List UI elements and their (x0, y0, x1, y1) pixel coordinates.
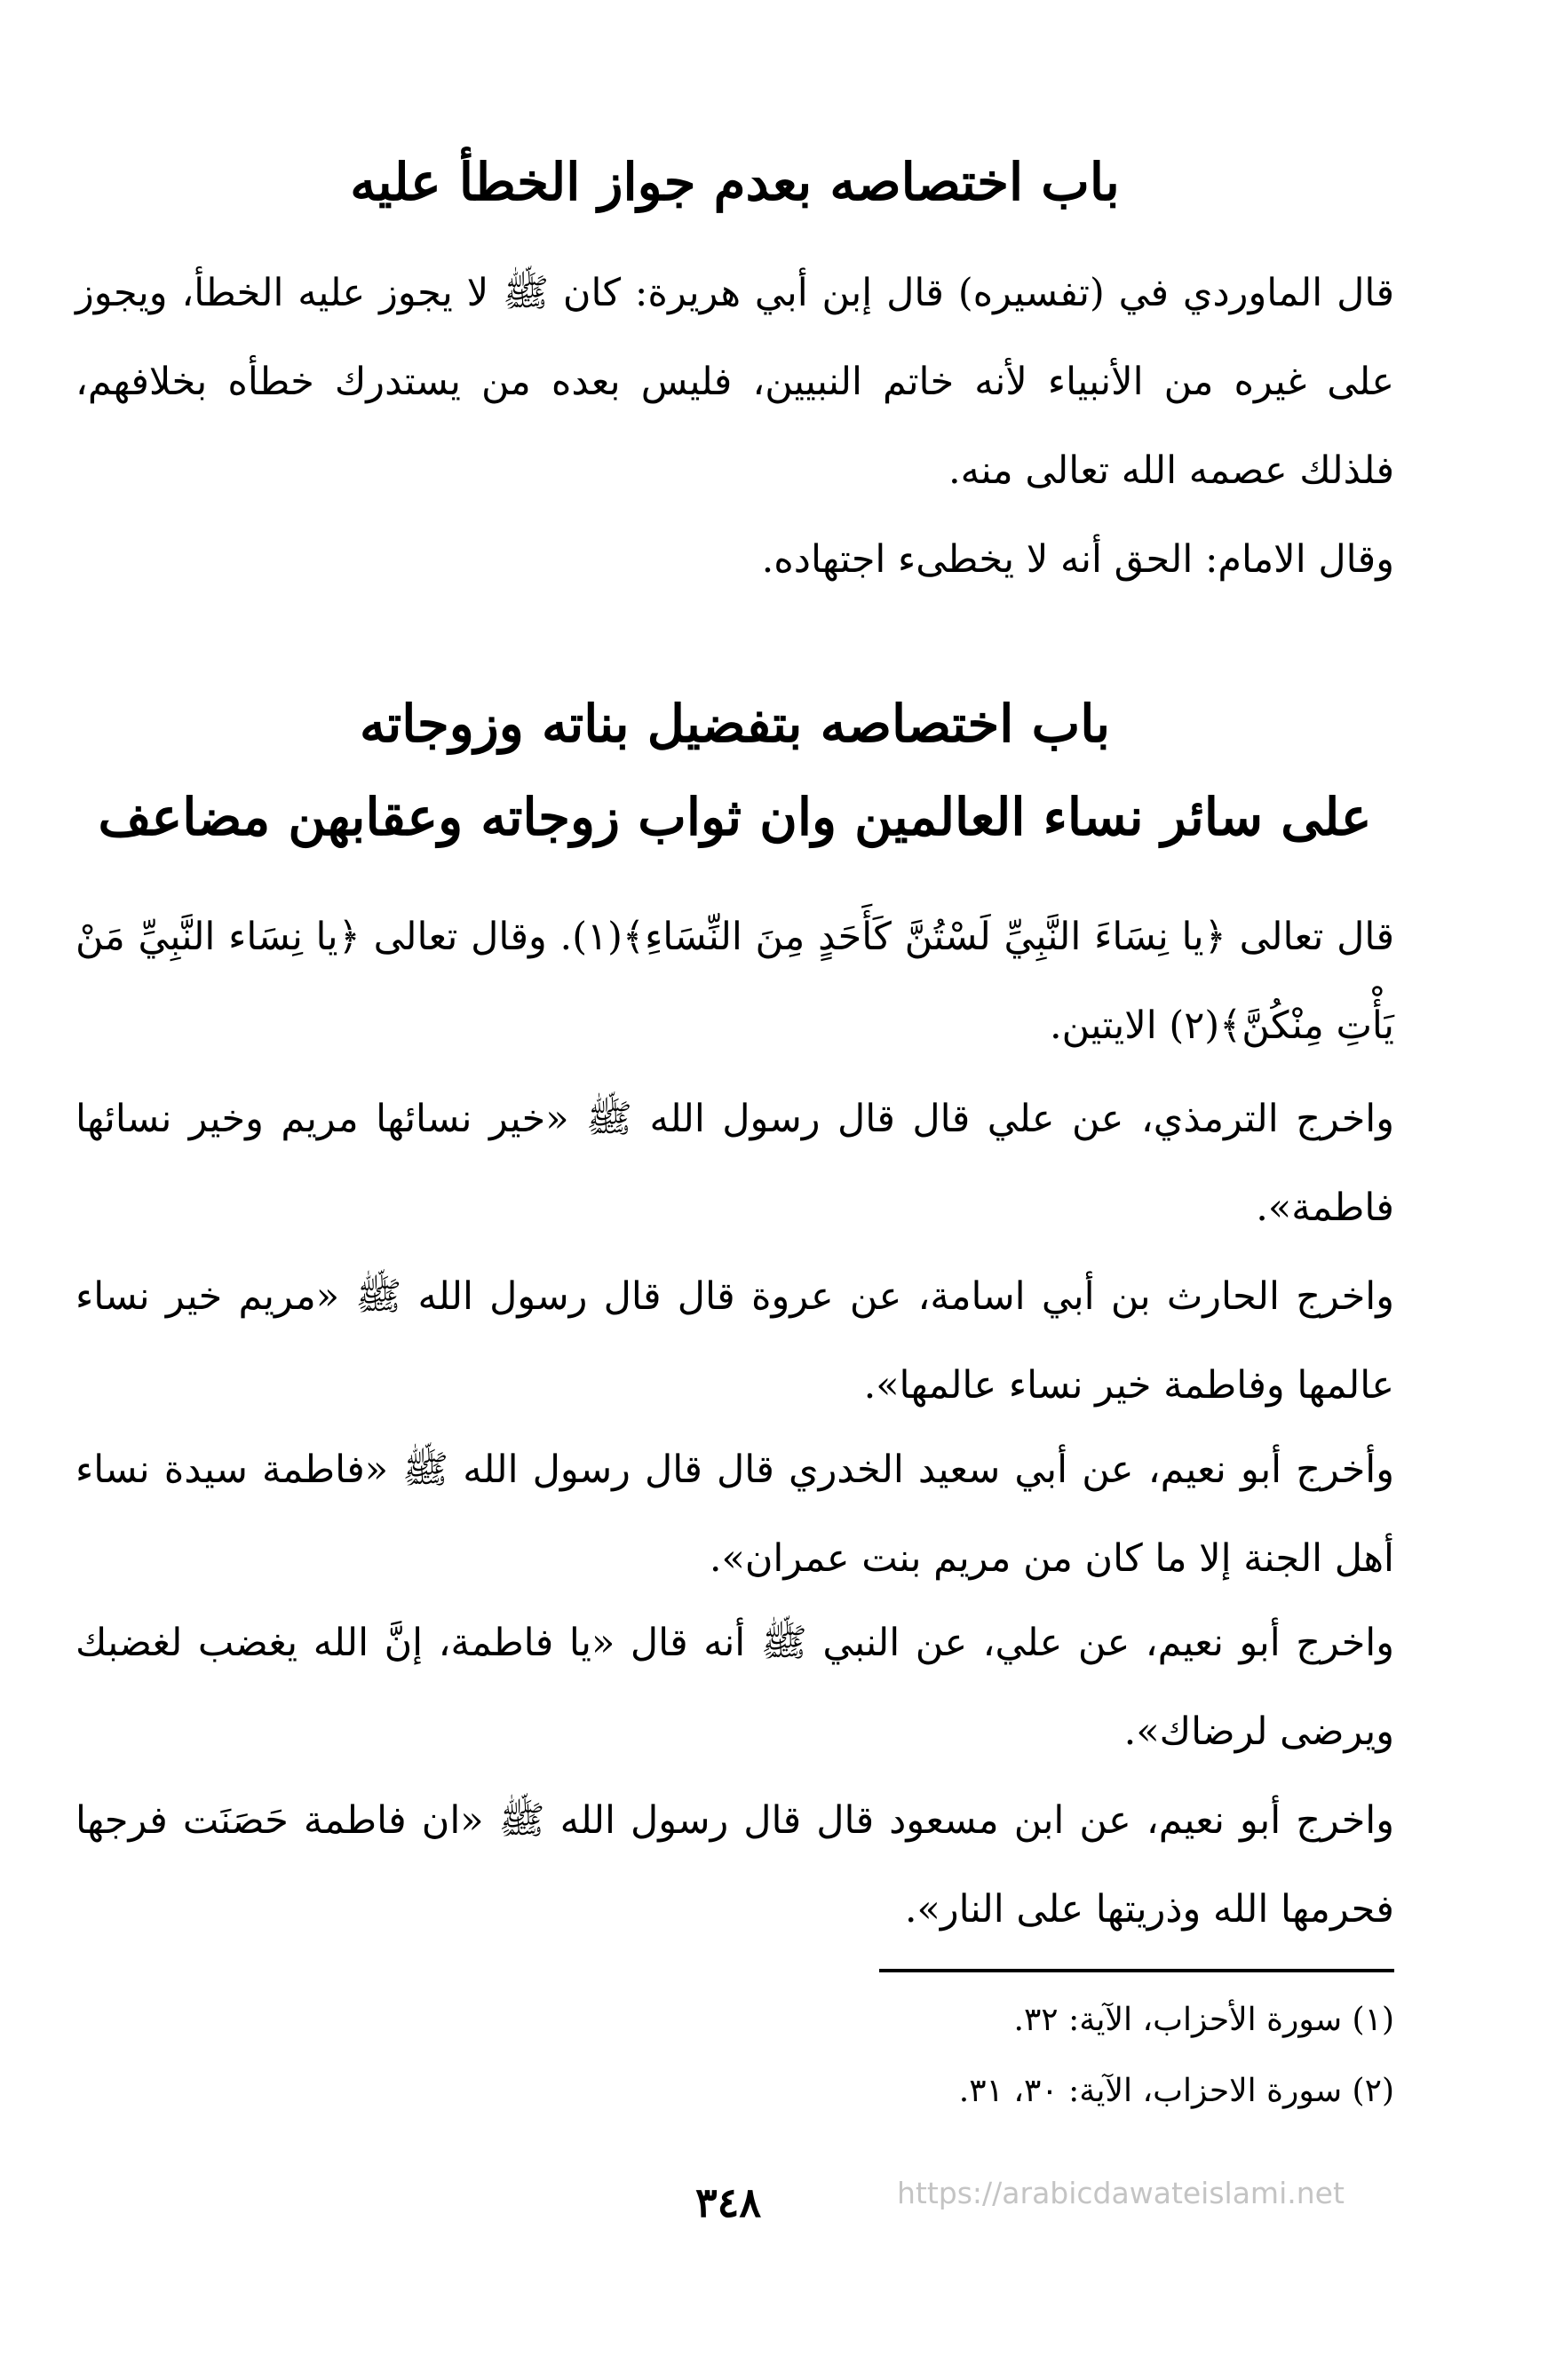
footnote-divider (879, 1969, 1394, 1972)
paragraph-imam: وقال الامام: الحق أنه لا يخطىء اجتهاده. (761, 537, 1394, 582)
footnote-1: (١) سورة الأحزاب، الآية: ٣٢. (1013, 2002, 1394, 2038)
paragraph-tirmidhi: واخرج الترمذي، عن علي قال قال رسول الله ﷺ «خير نسائها مريم وخير نسائها فاطمة». (75, 1097, 1394, 1230)
paragraph-abu-nuaym-2: واخرج أبو نعيم، عن علي، عن النبي ﷺ أنه قال «يا فاطمة، إنَّ الله يغضب لغضبك ويرضى لرضاك». (75, 1621, 1394, 1754)
paragraph-harith: واخرج الحارث بن أبي اسامة، عن عروة قال قال رسول الله ﷺ «مريم خير نساء عالمها وفاطمة خير نساء عالمها». (75, 1274, 1394, 1408)
section-heading-daughters-wives-line1: باب اختصاصه بتفضيل بناته وزوجاته (359, 694, 1111, 754)
page-number: ٣٤٨ (694, 2178, 762, 2226)
paragraph-abu-nuaym-1: وأخرج أبو نعيم، عن أبي سعيد الخدري قال قال رسول الله ﷺ «فاطمة سيدة نساء أهل الجنة إلا ما كان من مريم بنت عمران». (75, 1448, 1394, 1581)
section-heading-daughters-wives-line2: على سائر نساء العالمين وان ثواب زوجاته وعقابهن مضاعف (98, 787, 1372, 847)
paragraph-abu-nuaym-3: واخرج أبو نعيم، عن ابن مسعود قال قال رسول الله ﷺ «ان فاطمة حَصَنَت فرجها فحرمها الله وذريتها على النار». (75, 1798, 1394, 1932)
footnote-2: (٢) سورة الاحزاب، الآية: ٣٠، ٣١. (958, 2073, 1394, 2109)
paragraph-quran-verses: قال تعالى ﴿يا نِسَاءَ النَّبِيِّ لَسْتُنَّ كَأَحَدٍ مِنَ النِّسَاءِ﴾(١). وقال تعالى ﴿يا نِسَاء النَّبِيِّ مَنْ يَأْتِ مِنْكُنَّ﴾(٢) الايتين. (75, 915, 1394, 1048)
watermark-url: https://arabicdawateislami.net (897, 2176, 1345, 2210)
section-heading-infallibility: باب اختصاصه بعدم جواز الخطأ عليه (350, 152, 1120, 212)
paragraph-mawardi: قال الماوردي في (تفسيره) قال إبن أبي هريرة: كان ﷺ لا يجوز عليه الخطأ، ويجوز على غيره من الأنبياء لأنه خاتم النبيين، فليس بعده من يستدرك خطأه بخلافهم، فلذلك عصمه الله تعالى منه. (75, 271, 1394, 493)
